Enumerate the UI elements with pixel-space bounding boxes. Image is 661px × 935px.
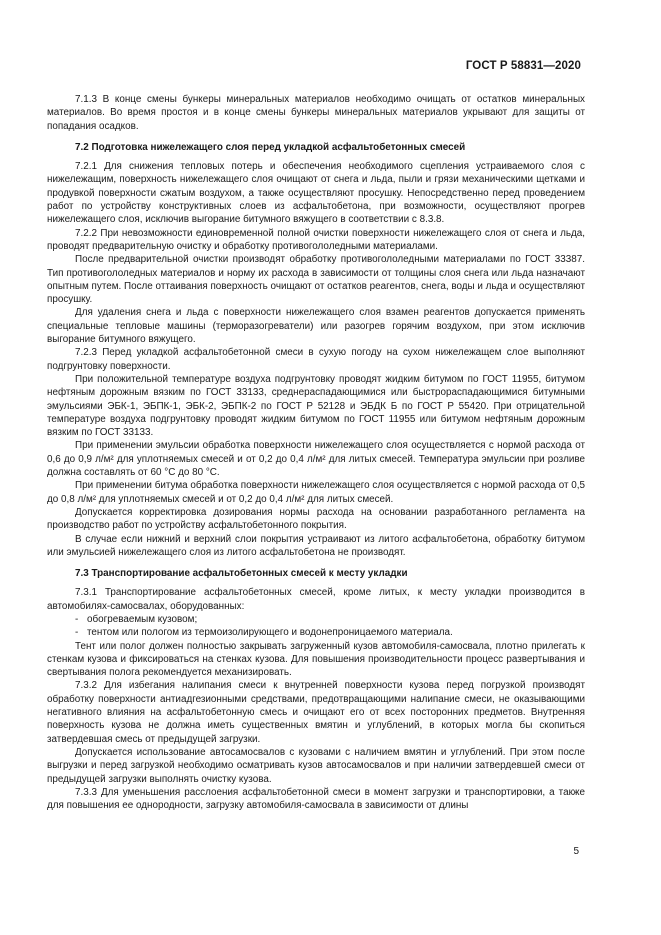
paragraph: 7.3.1 Транспортирование асфальтобетонных смесей, кроме литых, к месту укладки производится в автомобилях-самосвалах, оборудованных:: [47, 587, 585, 612]
paragraph: Тент или полог должен полностью закрывать загруженный кузов автомобиля-самосвала, плотно прилегать к стенкам кузова и фиксироваться на стенках кузова. Для повышения производительности процесс развертывания и свертывания полога рекомендуется механизировать.: [47, 640, 585, 679]
paragraph: В случае если нижний и верхний слои покрытия устраивают из литого асфальтобетона, обработку битумом или эмульсией нижележащего слоя из литого асфальтобетона не производят.: [47, 533, 585, 558]
list-item: [47, 626, 585, 639]
paragraph: При положительной температуре воздуха подгрунтовку проводят жидким битумом по ГОСТ 11955, битумом нефтяным дорожным вязким по ГОСТ 33133, среднераспадающимися или быстрораспадающимися битумными эмульсиями ЭБК-1, ЭБПК-1, ЭБК-2, ЭБПК-2 по ГОСТ Р 52128 и ЭБДК Б по ГОСТ Р 55420. При отрицательной температуре воздуха подгрунтовку проводят жидким битумом по ГОСТ 11955 или битумом нефтяным дорожным вязким по ГОСТ 33133.: [47, 373, 585, 439]
list-dash: -: [75, 613, 79, 625]
paragraph: 7.3.3 Для уменьшения расслоения асфальтобетонной смеси в момент загрузки и транспортировки, а также для повышения ее однородности, загрузку автомобиля-самосвала в зависимости от длины: [47, 786, 585, 812]
list-dash: -: [75, 627, 79, 639]
list-item-text: тентом или пологом из термоизолирующего и водонепроницаемого материала.: [87, 627, 453, 639]
document-body: [47, 93, 585, 812]
paragraph: 7.3.2 Для избегания налипания смеси к внутренней поверхности кузова перед погрузкой производят обработку поверхности антиадгезионными средствами, предотвращающими налипание смеси, не оказывающими негативного влияния на асфальтобетонную смесь и очищают его от всех посторонних предметов. Внутренняя поверхность кузова не должна иметь существенных вмятин и углублений, в которых могла бы скопиться затвердевшая смесь от предыдущей загрузки.: [47, 680, 585, 745]
paragraph: Для удаления снега и льда с поверхности нижележащего слоя взамен реагентов допускается применять специальные тепловые машины (терморазогреватели) или разогрев горячим воздухом, при этом исключив выгорание битумного вяжущего.: [47, 307, 585, 346]
paragraph: Допускается использование автосамосвалов с кузовами с наличием вмятин и углублений. При этом после выгрузки и перед загрузкой необходимо осматривать кузов автосамосвалов и при наличии затвердевшей смеси от предыдущей загрузки выполнять очистку кузова.: [47, 746, 585, 785]
paragraph: 7.1.3 В конце смены бункеры минеральных материалов необходимо очищать от остатков минеральных материалов. Во время простоя и в конце смены бункеры минеральных материалов укрывают для защиты от попадания осадков.: [47, 94, 585, 132]
section-heading: 7.2 Подготовка нижележащего слоя перед укладкой асфальтобетонных смесей: [75, 141, 466, 153]
paragraph: При применении битума обработка поверхности нижележащего слоя осуществляется с нормой расхода от 0,5 до 0,8 л/м² для уплотняемых смесей и от 0,2 до 0,4 л/м² для литых смесей.: [47, 480, 585, 505]
paragraph: 7.2.1 Для снижения тепловых потерь и обеспечения необходимого сцепления устраиваемого слоя с нижележащим, поверхность нижележащего слоя очищают от снега и льда, пыли и грязи механическими щетками и продувкой поверхности сжатым воздухом, а также осуществляют просушку. Непосредственно перед проведением работ по устройству конструктивных слоев из асфальтобетона, при возможности, осуществляют прогрев нижележащего слоя, исключив выгорание битумного вяжущего в соответствии с 8.3.8.: [47, 161, 585, 226]
paragraph: 7.2.2 При невозможности единовременной полной очистки поверхности нижележащего слоя от снега и льда, проводят предварительную очистку и обработку противогололедными материалами.: [47, 227, 585, 252]
section-heading: 7.3 Транспортирование асфальтобетонных смесей к месту укладки: [75, 568, 408, 580]
list-item: [47, 613, 585, 626]
paragraph: При применении эмульсии обработка поверхности нижележащего слоя осуществляется с нормой расхода от 0,6 до 0,9 л/м² для уплотняемых смесей и от 0,2 до 0,4 л/м² для литых смесей. Температура эмульсии при розливе должна составлять от 60 °С до 80 °С.: [47, 440, 585, 479]
paragraph: Допускается корректировка дозирования нормы расхода на основании разработанного регламента на производство работ по устройству асфальтобетонного покрытия.: [47, 506, 585, 532]
standard-header: ГОСТ Р 58831—2020: [465, 60, 581, 72]
page-number: 5: [573, 846, 579, 857]
paragraph: После предварительной очистки производят обработку противогололедными материалами по ГОСТ 33387. Тип противогололедных материалов и норму их расхода в зависимости от толщины слоя снега или льда назначают опытным путем. После оттаивания поверхность очищают от остатков реагентов, снега, воды и льда и осуществляют просушку.: [47, 254, 585, 306]
paragraph: 7.2.3 Перед укладкой асфальтобетонной смеси в сухую погоду на сухом нижележащем слое выполняют подгрунтовку поверхности.: [47, 347, 585, 372]
list-item-text: обогреваемым кузовом;: [87, 613, 198, 625]
